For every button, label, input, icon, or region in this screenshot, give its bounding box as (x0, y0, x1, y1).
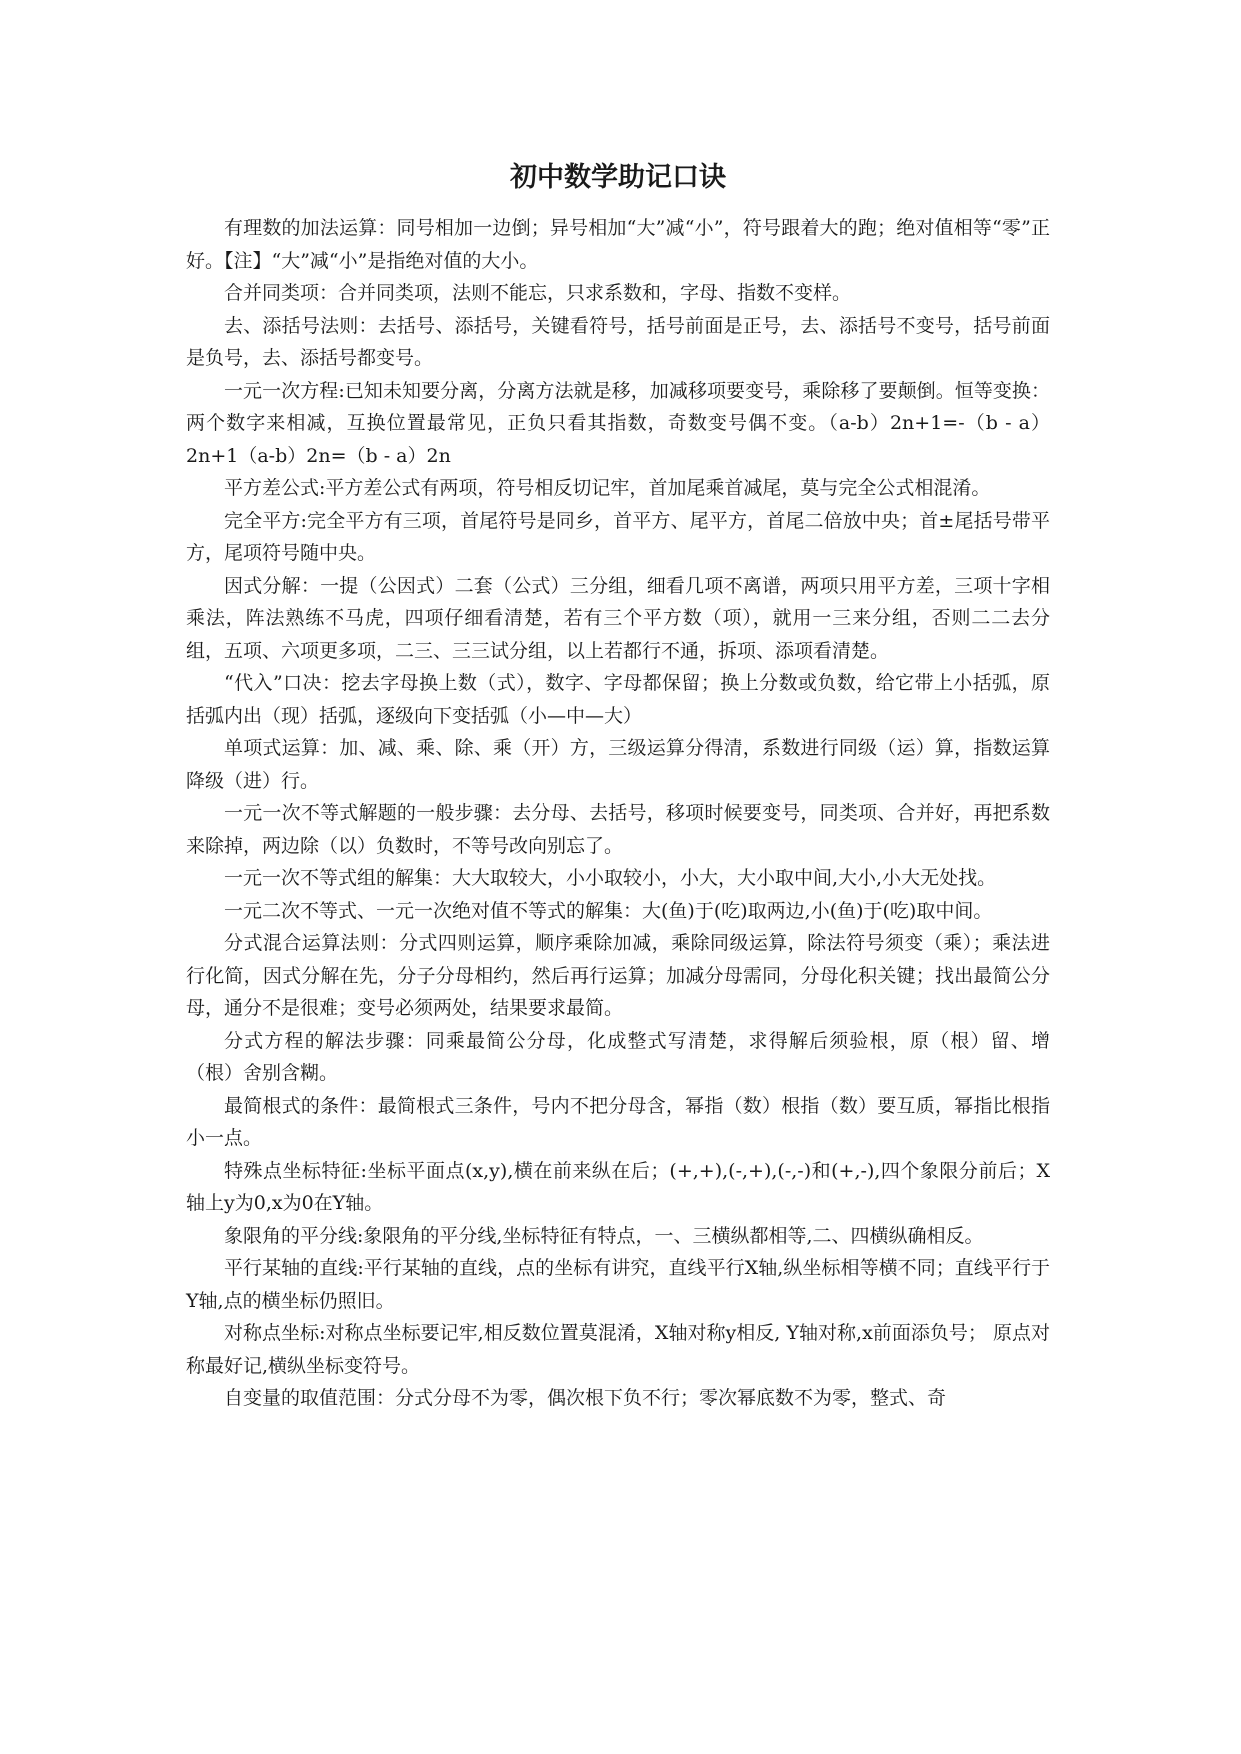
paragraph-fraction-operations: 分式混合运算法则：分式四则运算，顺序乘除加减，乘除同级运算，除法符号须变（乘）；乘法进行化简，因式分解在先，分子分母相约，然后再行运算；加减分母需同，分母化积关键；找出最简公分母，通分不是很难；变号必须两处，结果要求最简。 (186, 932, 1050, 1019)
paragraph-addition-rule: 有理数的加法运算：同号相加一边倒；异号相加“大”减“小”，符号跟着大的跑；绝对值相等“零”正好。【注】“大”减“小”是指绝对值的大小。 (186, 217, 1050, 272)
paragraph-quadratic-inequality: 一元二次不等式、一元一次绝对值不等式的解集：大(鱼)于(吃)取两边,小(鱼)于(吃)取中间。 (224, 899, 993, 922)
paragraph-like-terms: 合并同类项：合并同类项，法则不能忘，只求系数和，字母、指数不变样。 (224, 282, 852, 304)
paragraph-linear-inequality-steps: 一元一次不等式解题的一般步骤：去分母、去括号，移项时候要变号，同类项、合并好，再把系数来除掉，两边除（以）负数时，不等号改向别忘了。 (186, 802, 1050, 857)
paragraph-brackets-rule: 去、添括号法则：去括号、添括号，关键看符号，括号前面是正号，去、添括号不变号，括号前面是负号，去、添括号都变号。 (186, 314, 1050, 369)
paragraph-parallel-line: 平行某轴的直线:平行某轴的直线，点的坐标有讲究，直线平行X轴,纵坐标相等横不同；直线平行于Y轴,点的横坐标仍照旧。 (186, 1257, 1050, 1312)
paragraph-linear-equation: 一元一次方程:已知未知要分离，分离方法就是移，加减移项要变号，乘除移了要颠倒。恒等变换：两个数字来相减，互换位置最常见，正负只看其指数，奇数变号偶不变。（a-b）2n+1=-（b - a）2n+1（a-b）2n=（b - a）2n (186, 379, 1050, 467)
paragraph-fractional-equation: 分式方程的解法步骤：同乘最简公分母，化成整式写清楚，求得解后须验根，原（根）留、增（根）舍别含糊。 (186, 1029, 1050, 1084)
paragraph-factorization: 因式分解：一提（公因式）二套（公式）三分组，细看几项不离谱，两项只用平方差，三项十字相乘法，阵法熟练不马虎，四项仔细看清楚，若有三个平方数（项），就用一三来分组，否则二二去分组，五项、六项更多项，二三、三三试分组，以上若都行不通，拆项、添项看清楚。 (186, 574, 1050, 662)
paragraph-symmetric-points: 对称点坐标:对称点坐标要记牢,相反数位置莫混淆，X轴对称y相反, Y轴对称,x前面添负号； 原点对称最好记,横纵坐标变符号。 (186, 1322, 1050, 1377)
paragraph-difference-of-squares: 平方差公式:平方差公式有两项，符号相反切记牢，首加尾乘首减尾，莫与完全公式相混淆。 (224, 477, 991, 499)
paragraph-perfect-square: 完全平方:完全平方有三项，首尾符号是同乡，首平方、尾平方，首尾二倍放中央；首±尾括号带平方，尾项符号随中央。 (186, 509, 1050, 564)
paragraph-inequality-system: 一元一次不等式组的解集：大大取较大，小小取较小，小大，大小取中间,大小,小大无处找。 (224, 867, 997, 889)
paragraph-monomial-operations: 单项式运算：加、减、乘、除、乘（开）方，三级运算分得清，系数进行同级（运）算，指数运算降级（进）行。 (186, 737, 1050, 792)
paragraph-quadrant-bisector: 象限角的平分线:象限角的平分线,坐标特征有特点，一、三横纵都相等,二、四横纵确相反。 (224, 1224, 984, 1247)
paragraph-simplest-radical: 最简根式的条件：最简根式三条件，号内不把分母含，幂指（数）根指（数）要互质，幂指比根指小一点。 (186, 1094, 1050, 1149)
paragraph-substitution: “代入”口决：挖去字母换上数（式），数字、字母都保留；换上分数或负数，给它带上小括弧，原括弧内出（现）括弧，逐级向下变括弧（小—中—大） (186, 672, 1050, 727)
paragraph-variable-range: 自变量的取值范围：分式分母不为零，偶次根下负不行；零次幂底数不为零，整式、奇 (224, 1387, 947, 1409)
paragraph-special-coordinates: 特殊点坐标特征:坐标平面点(x,y),横在前来纵在后；(+,+),(-,+),(-,-)和(+,-),四个象限分前后；X轴上y为0,x为0在Y轴。 (186, 1159, 1050, 1214)
document-page (186, 158, 1050, 1415)
document-title: 初中数学助记口诀 (510, 162, 726, 193)
